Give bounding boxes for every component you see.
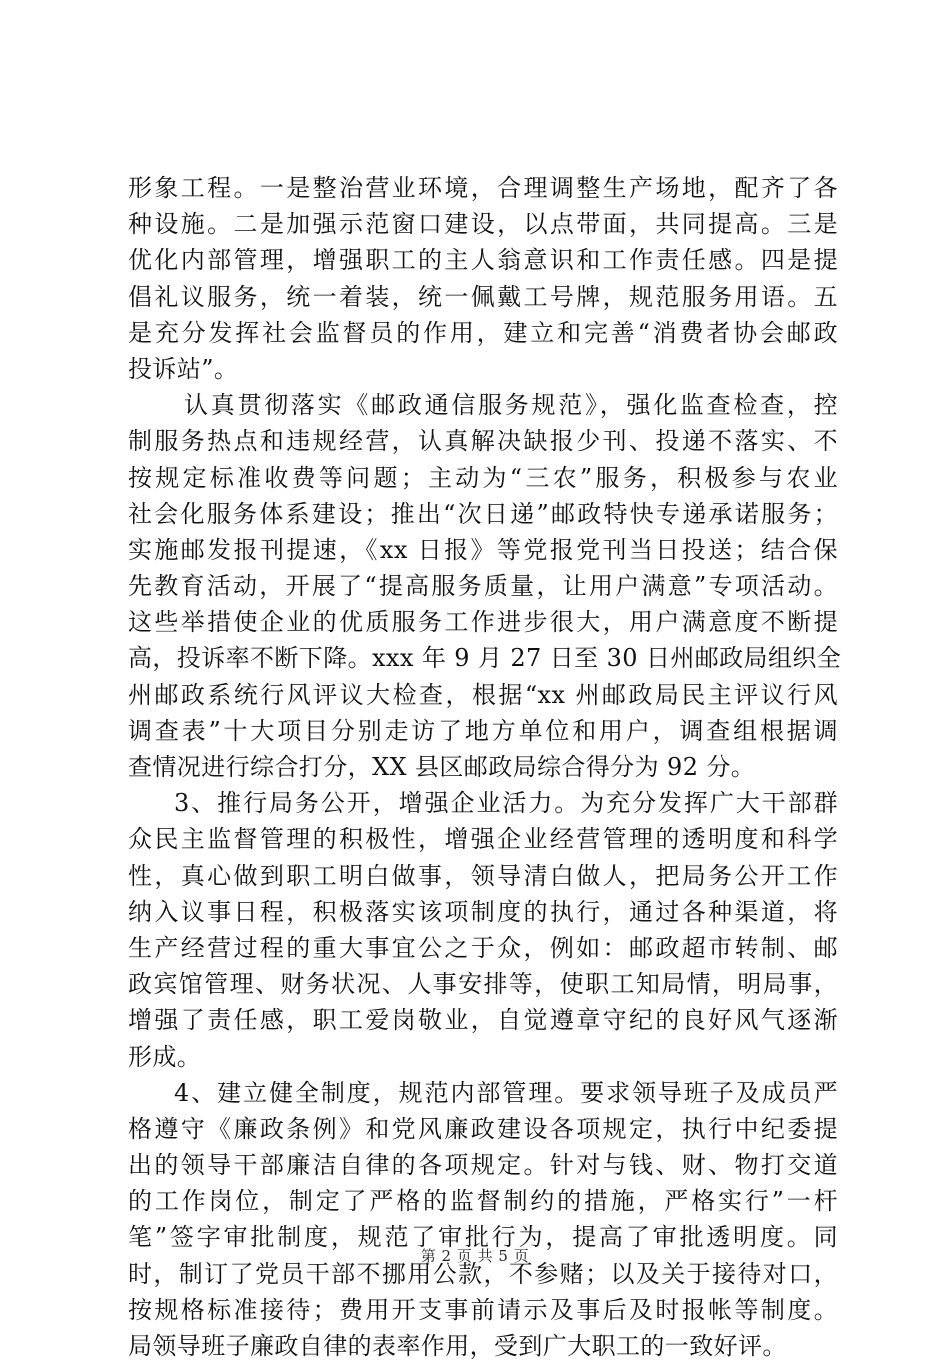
text-line: 笔”签字审批制度，规范了审批行为，提高了审批透明度。同 — [128, 1223, 838, 1252]
text-line: 性，真心做到职工明白做事，领导清白做人，把局务公开工作 — [128, 861, 838, 890]
paragraph-first-line: 认真贯彻落实《邮政通信服务规范》，强化监查检查，控 — [184, 391, 838, 420]
text-line: 制服务热点和违规经营，认真解决缺报少刊、投递不落实、不 — [128, 427, 838, 456]
text-line: 社会化服务体系建设；推出“次日递”邮政特快专递承诺服务； — [128, 499, 838, 528]
text-line: 先教育活动，开展了“提高服务质量，让用户满意”专项活动。 — [128, 572, 838, 601]
text-line: 是充分发挥社会监督员的作用，建立和完善“消费者协会邮政 — [128, 318, 838, 347]
text-line: 这些举措使企业的优质服务工作进步很大，用户满意度不断提 — [128, 608, 838, 637]
text-line: 众民主监督管理的积极性，增强企业经营管理的透明度和科学 — [128, 825, 838, 854]
text-line: 的工作岗位，制定了严格的监督制约的措施，严格实行”一杆 — [128, 1187, 838, 1216]
text-line: 调查表”十大项目分别走访了地方单位和用户，调查组根据调 — [128, 716, 838, 745]
page-number-footer: 第 2 页 共 5 页 — [420, 1247, 530, 1265]
text-line: 形成。 — [128, 1042, 202, 1071]
text-line: 格遵守《廉政条例》和党风廉政建设各项规定，执行中纪委提 — [128, 1114, 838, 1143]
text-line: 出的领导干部廉洁自律的各项规定。针对与钱、财、物打交道 — [128, 1151, 838, 1180]
text-line: 高，投诉率不断下降。xxx 年 9 月 27 日至 30 日州邮政局组织全 — [128, 644, 842, 673]
text-line: 政宾馆管理、财务状况、人事安排等，使职工知局情，明局事， — [128, 970, 838, 999]
text-line: 纳入议事日程，积极落实该项制度的执行，通过各种渠道，将 — [128, 897, 838, 926]
text-line: 优化内部管理，增强职工的主人翁意识和工作责任感。四是提 — [128, 246, 838, 275]
text-line: 按规定标准收费等问题；主动为“三农”服务，积极参与农业 — [128, 463, 838, 492]
paragraph-first-line: 3、推行局务公开，增强企业活力。为充分发挥广大干部群 — [174, 789, 838, 818]
text-line: 局领导班子廉政自律的表率作用，受到广大职工的一致好评。 — [128, 1332, 787, 1360]
text-line: 生产经营过程的重大事宜公之于众，例如：邮政超市转制、邮 — [128, 933, 838, 962]
text-line: 按规格标准接待；费用开支事前请示及事后及时报帐等制度。 — [128, 1295, 838, 1324]
text-line: 形象工程。一是整治营业环境，合理调整生产场地，配齐了各 — [128, 174, 838, 202]
document-body — [128, 170, 842, 1364]
text-line: 增强了责任感，职工爱岗敬业，自觉遵章守纪的良好风气逐渐 — [128, 1006, 838, 1035]
text-line: 种设施。二是加强示范窗口建设，以点带面，共同提高。三是 — [128, 210, 838, 239]
text-line: 州邮政系统行风评议大检查，根据“xx 州邮政局民主评议行风 — [128, 680, 838, 709]
text-line: 投诉站”。 — [128, 354, 239, 383]
text-line: 时，制订了党员干部不挪用公款，不参赌；以及关于接待对口， — [128, 1259, 838, 1288]
text-line: 倡礼议服务，统一着装，统一佩戴工号牌，规范服务用语。五 — [128, 282, 838, 311]
paragraph-first-line: 4、建立健全制度，规范内部管理。要求领导班子及成员严 — [174, 1078, 838, 1107]
text-line: 查情况进行综合打分，XX 县区邮政局综合得分为 92 分。 — [128, 753, 756, 781]
text-line: 实施邮发报刊提速，《xx 日报》等党报党刊当日投送；结合保 — [128, 535, 838, 564]
